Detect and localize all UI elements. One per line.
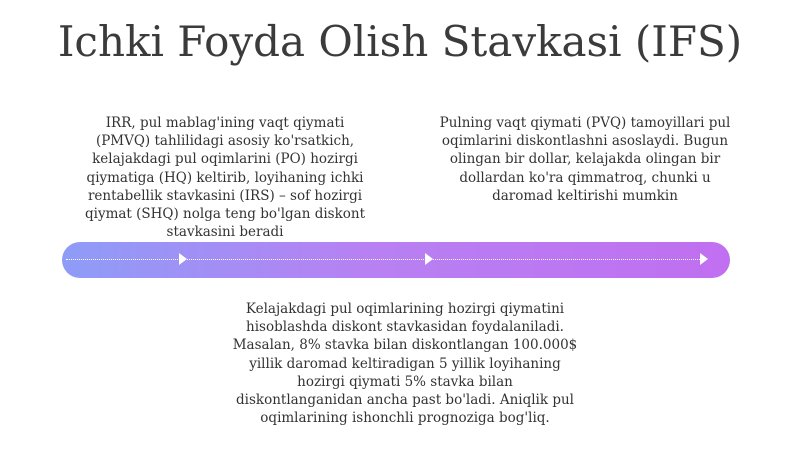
page-title: Ichki Foyda Olish Stavkasi (IFS)	[57, 17, 743, 66]
text-line: Pulning vaqt qiymati (PVQ) tamoyillari pul	[439, 115, 731, 131]
arrow-right-icon	[700, 253, 708, 265]
text-block-left	[60, 114, 390, 241]
text-line: hisoblashda diskont stavkasidan foydalaniladi.	[246, 319, 564, 336]
text-block-right	[420, 114, 750, 205]
arrow-right-icon	[425, 253, 433, 265]
text-line: hozirgi qiymati 5% stavka bilan	[297, 373, 513, 390]
text-line: stavkasini beradi	[166, 224, 284, 241]
timeline-bar	[62, 242, 730, 278]
text-line: dollardan ko'ra qimmatroq, chunki u	[459, 169, 711, 186]
text-line: oqimlarini diskontlashni asoslaydi. Bugun	[441, 133, 729, 150]
arrow-right-icon	[179, 253, 187, 265]
text-line: qiymatiga (HQ) keltirib, loyihaning ichki	[86, 169, 364, 186]
text-line: daromad keltirishi mumkin	[492, 187, 678, 204]
text-line: diskontlanganidan ancha past bo'ladi. Aniqlik pul	[236, 392, 574, 409]
text-line: (PMVQ) tahlilidagi asosiy ko'rsatkich,	[95, 133, 355, 150]
text-line: oqimlarining ishonchli prognoziga bog'liq.	[260, 410, 550, 427]
text-line: Kelajakdagi pul oqimlarining hozirgi qiymatini	[245, 301, 565, 317]
text-line: qiymat (SHQ) nolga teng bo'lgan diskont	[84, 206, 366, 223]
text-line: rentabellik stavkasini (IRS) – sof hozirgi	[87, 187, 363, 204]
timeline-dotted-line	[66, 259, 706, 260]
text-line: olingan bir dollar, kelajakda olingan bir	[449, 151, 721, 168]
text-line: IRR, pul mablag'ining vaqt qiymati	[105, 115, 345, 131]
text-block-bottom	[210, 300, 600, 427]
text-line: kelajakdagi pul oqimlarini (PO) hozirgi	[92, 151, 358, 168]
text-line: yillik daromad keltiradigan 5 yillik loyihaning	[249, 355, 561, 372]
text-line: Masalan, 8% stavka bilan diskontlangan 100.000$	[232, 337, 578, 354]
